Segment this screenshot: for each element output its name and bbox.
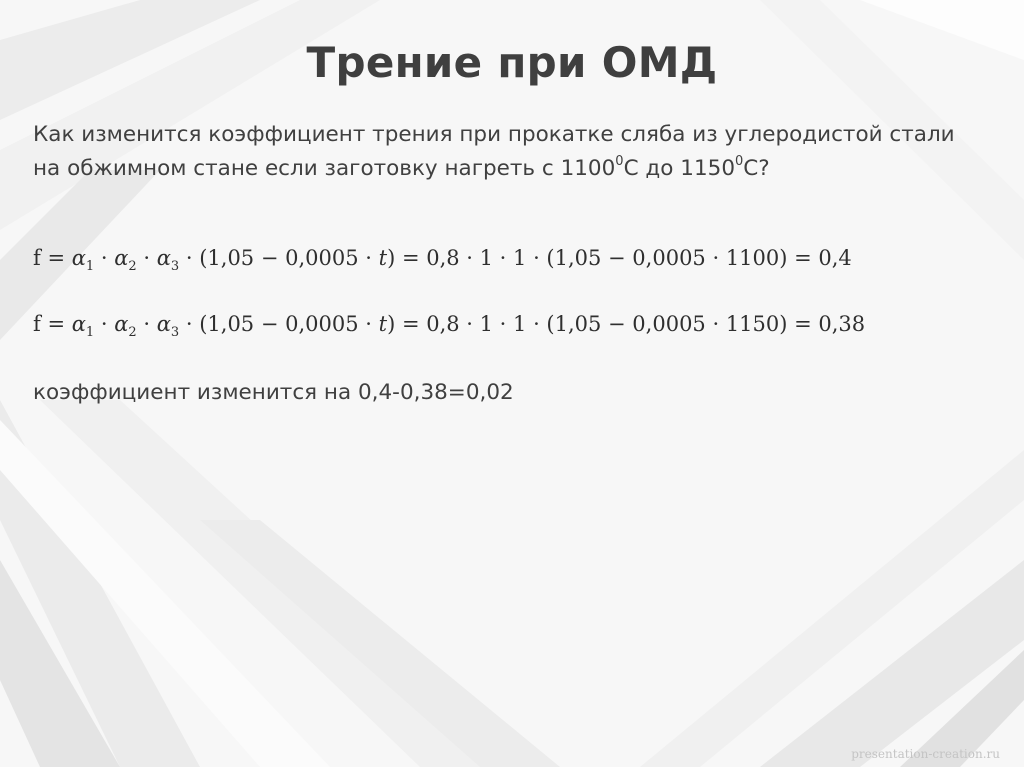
alpha-subscript: 1: [85, 259, 95, 275]
alpha-subscript: 3: [170, 259, 180, 275]
formula-1100: [33, 246, 852, 275]
multiply-dot: ·: [136, 246, 157, 270]
formula-result: ) = 0,8 · 1 · 1 · (1,05 − 0,0005 · 1150) = 0,38: [387, 312, 866, 336]
formula-prefix: f =: [33, 312, 72, 336]
question-text: [33, 118, 1008, 186]
alpha-subscript: 3: [170, 325, 180, 341]
alpha-symbol: α: [114, 312, 129, 336]
alpha-subscript: 2: [128, 259, 137, 275]
question-line-2: [33, 152, 1008, 186]
alpha-subscript: 1: [85, 325, 95, 341]
variable-t: t: [378, 246, 388, 270]
variable-t: t: [378, 312, 388, 336]
alpha-symbol: α: [156, 312, 171, 336]
formula-paren-open: (1,05 − 0,0005 ·: [199, 246, 379, 270]
question-line-2-part-b: С до 1150: [623, 156, 735, 181]
formula-paren-open: (1,05 − 0,0005 ·: [199, 312, 379, 336]
answer-text: коэффициент изменится на 0,4-0,38=0,02: [33, 380, 514, 405]
formula-1150: [33, 312, 866, 341]
alpha-symbol: α: [156, 246, 171, 270]
multiply-dot: ·: [94, 246, 115, 270]
multiply-dot: ·: [136, 312, 157, 336]
watermark: presentation-creation.ru: [851, 747, 1000, 761]
degree-superscript-1: 0: [615, 153, 624, 169]
alpha-symbol: α: [71, 246, 86, 270]
question-line-1: Как изменится коэффициент трения при прокатке сляба из углеродистой стали: [33, 122, 955, 147]
alpha-subscript: 2: [128, 325, 137, 341]
slide-title: Трение при ОМД: [306, 38, 718, 87]
multiply-dot: ·: [179, 312, 200, 336]
alpha-symbol: α: [114, 246, 129, 270]
alpha-symbol: α: [71, 312, 86, 336]
question-line-2-part-c: С?: [743, 156, 770, 181]
multiply-dot: ·: [94, 312, 115, 336]
formula-result: ) = 0,8 · 1 · 1 · (1,05 − 0,0005 · 1100) = 0,4: [387, 246, 852, 270]
question-line-2-part-a: на обжимном стане если заготовку нагреть с 1100: [33, 156, 616, 181]
formula-prefix: f =: [33, 246, 72, 270]
degree-superscript-2: 0: [735, 153, 744, 169]
multiply-dot: ·: [179, 246, 200, 270]
